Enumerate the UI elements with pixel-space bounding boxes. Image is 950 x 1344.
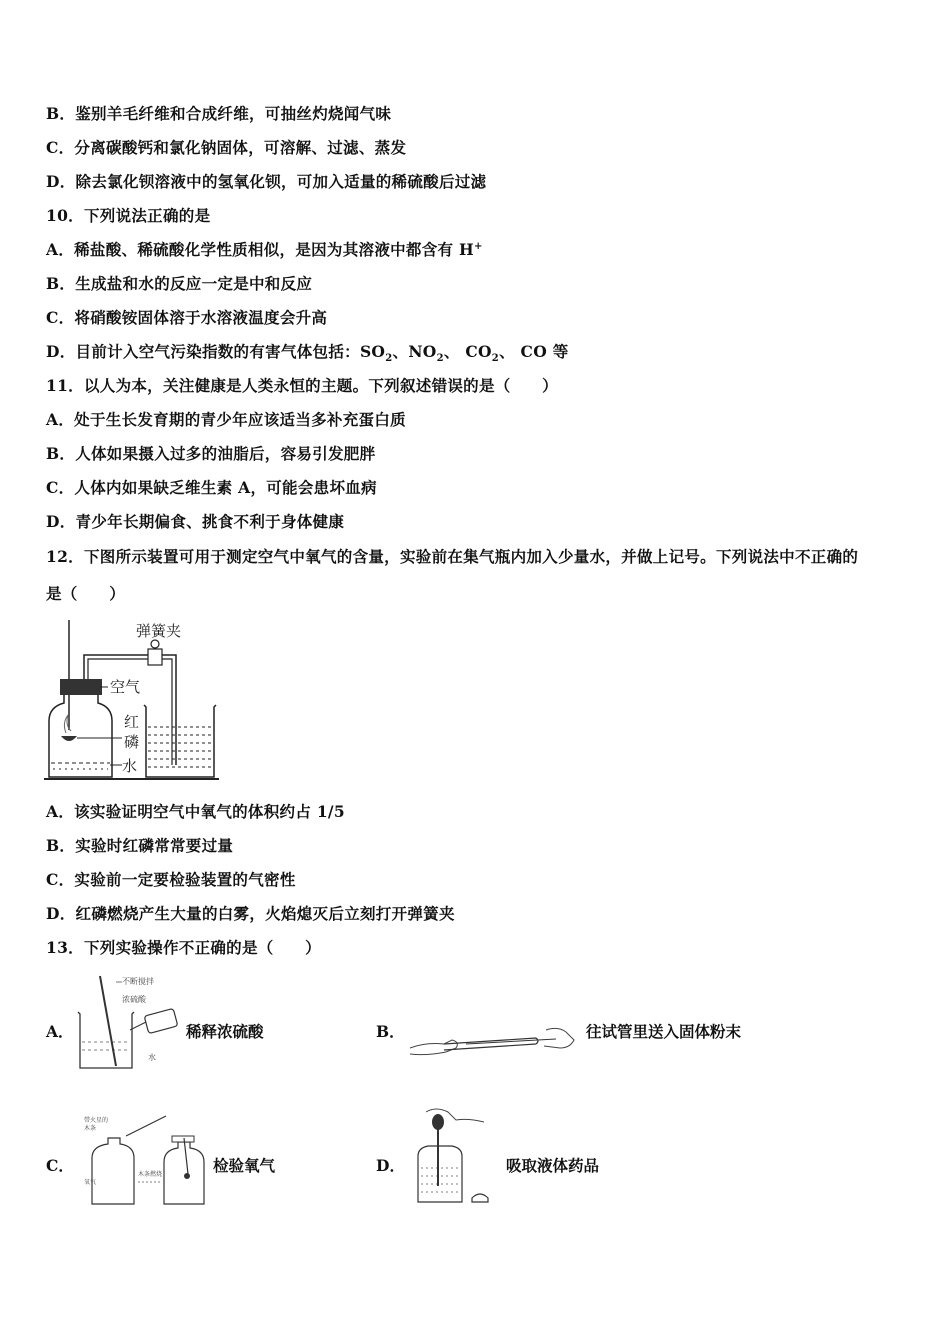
dropper-figure (408, 1106, 498, 1208)
q13-option-a-text: 稀释浓硫酸 (186, 1022, 264, 1041)
q13-option-b-label: B． (376, 1022, 405, 1041)
water-label: 水 (148, 1053, 156, 1062)
burning-tip (184, 1173, 190, 1179)
left-hand (410, 1040, 457, 1055)
q13-option-c-text: 检验氧气 (213, 1156, 276, 1175)
dilute-acid-figure (70, 972, 185, 1072)
q11-option-b: B．人体如果摄入过多的油脂后，容易引发肥胖 (46, 444, 376, 463)
q9-option-d: D．除去氯化钡溶液中的氢氧化钡，可加入适量的稀硫酸后过滤 (46, 172, 487, 191)
combustion-spoon (61, 736, 77, 741)
stopper (60, 679, 102, 695)
q13-option-b-text: 往试管里送入固体粉末 (586, 1022, 742, 1041)
phosphorus-label-1: 红 (124, 713, 140, 731)
right-hand (544, 1028, 574, 1048)
gas-label: 氧气 (84, 1179, 97, 1186)
spring-clamp (148, 649, 162, 665)
q12-option-b: B．实验时红磷常常要过量 (46, 836, 234, 855)
q13-stem: 13．下列实验操作不正确的是（ ） (46, 938, 321, 957)
water-label: 水 (122, 757, 138, 775)
q11-option-a: A．处于生长发育期的青少年应该适当多补充蛋白质 (46, 410, 406, 429)
q12-option-a: A．该实验证明空气中氧气的体积约占 1/5 (46, 802, 345, 821)
q10-stem: 10．下列说法正确的是 (46, 206, 211, 225)
splint-label-1: 带火星的 (84, 1117, 109, 1124)
oxygen-bottle-right (164, 1142, 204, 1204)
q13-option-a-label: A． (46, 1022, 74, 1041)
q12-stem-line2: 是（ ） (46, 584, 126, 603)
beaker (144, 705, 216, 777)
bottle-cap (472, 1194, 488, 1202)
q11-stem: 11．以人为本，关注健康是人类永恒的主题。下列叙述错误的是（ ） (46, 376, 558, 395)
reagent-bottle (418, 1146, 462, 1202)
phosphorus-label-2: 磷 (124, 733, 140, 751)
reagent-bottle (144, 1008, 178, 1033)
q13-option-d-label: D． (376, 1156, 405, 1175)
q12-option-d: D．红磷燃烧产生大量的白雾，火焰熄灭后立刻打开弹簧夹 (46, 904, 455, 923)
beaker-water (148, 727, 212, 767)
flame (64, 715, 71, 733)
oxygen-apparatus-figure (44, 615, 224, 785)
wooden-splint (126, 1116, 166, 1136)
oxygen-bottle-left (92, 1138, 134, 1204)
acid-label: 浓硫酸 (122, 995, 146, 1004)
splint-label-3: 木条燃烧 (138, 1171, 163, 1178)
q13-option-c-label: C． (46, 1156, 74, 1175)
q10-option-c: C．将硝酸铵固体溶于水溶液温度会升高 (46, 308, 328, 327)
q10-option-b: B．生成盐和水的反应一定是中和反应 (46, 274, 313, 293)
q10-option-a: A．稀盐酸、稀硫酸化学性质相似，是因为其溶液中都含有 H+ (46, 240, 483, 259)
clamp-label: 弹簧夹 (136, 622, 182, 640)
q13-option-d-text: 吸取液体药品 (506, 1156, 600, 1175)
dropper-bulb (432, 1114, 444, 1130)
q10-option-d: D．目前计入空气污染指数的有害气体包括：$SO_2$、$NO_2$、 $CO_2$、 CO 等 (46, 342, 569, 365)
q12-stem-line1: 12．下图所示装置可用于测定空气中氧气的含量，实验前在集气瓶内加入少量水，并做上记号。下列说法中不正确的 (46, 547, 859, 566)
splint-label-2: 木条 (84, 1125, 97, 1132)
air-label: 空气 (110, 678, 141, 696)
test-oxygen-figure (80, 1112, 210, 1208)
q11-option-c: C．人体内如果缺乏维生素 A，可能会患坏血病 (46, 478, 377, 497)
q11-option-d: D．青少年长期偏食、挑食不利于身体健康 (46, 512, 345, 531)
q9-option-b: B．鉴别羊毛纤维和合成纤维，可抽丝灼烧闻气味 (46, 104, 392, 123)
stir-label: 不断搅拌 (122, 977, 154, 986)
gas-bottle (49, 693, 112, 777)
test-tube (444, 1038, 538, 1050)
q12-option-c: C．实验前一定要检验装置的气密性 (46, 870, 296, 889)
powder-tube-figure (406, 1018, 578, 1064)
glass-rod (100, 976, 116, 1066)
beaker (78, 1012, 134, 1068)
q9-option-c: C．分离碳酸钙和氯化钠固体，可溶解、过滤、蒸发 (46, 138, 407, 157)
